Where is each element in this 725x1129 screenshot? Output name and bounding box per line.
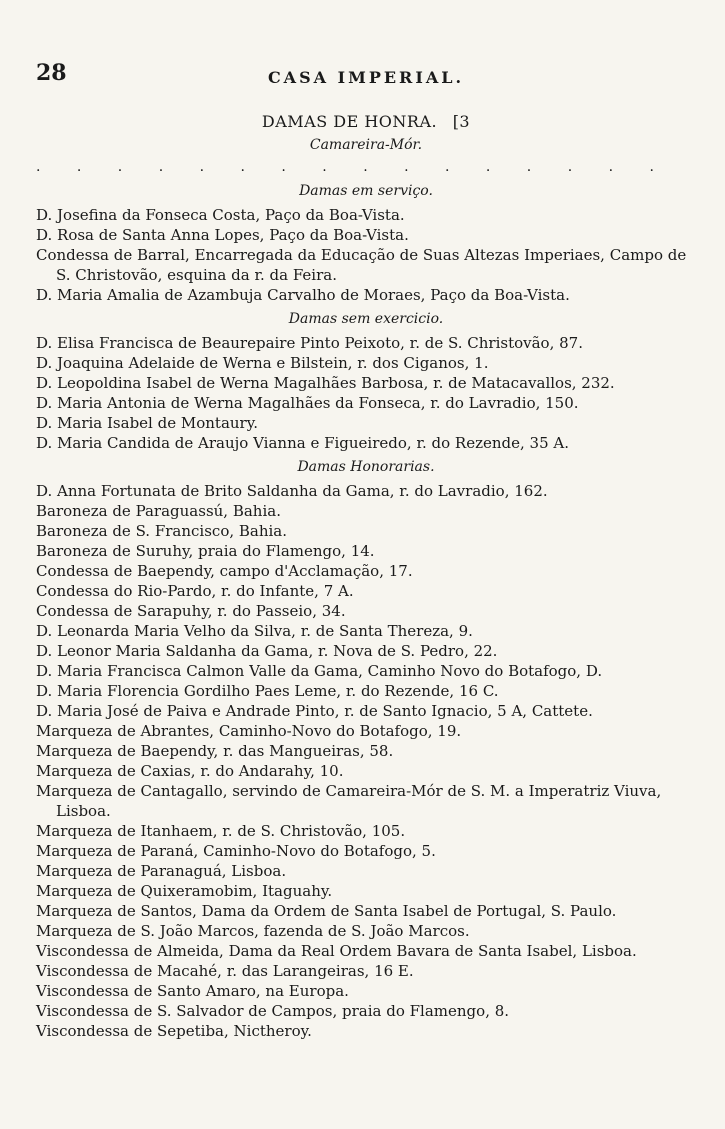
list-item: Marqueza de Baependy, r. das Mangueiras, 58. — [36, 742, 394, 760]
group-heading: Damas sem exercicio. — [288, 311, 444, 327]
list-item: Marqueza de Itanhaem, r. de S. Christovão, 105. — [36, 822, 406, 840]
list-item: Condessa de Barral, Encarregada da Educação de Suas Altezas Imperiaes, Campo de S. Christovão, esquina da r. da Feira. — [36, 246, 687, 284]
list-item: Condessa do Rio-Pardo, r. do Infante, 7 A. — [36, 582, 354, 600]
list-item: Baroneza de Paraguassú, Bahia. — [36, 502, 281, 520]
list-item: D. Leonarda Maria Velho da Silva, r. de Santa Thereza, 9. — [36, 622, 473, 640]
section-ref: [3 — [452, 112, 471, 131]
list-item: D. Leonor Maria Saldanha da Gama, r. Nova de S. Pedro, 22. — [36, 642, 498, 660]
list-item: Marqueza de S. João Marcos, fazenda de S. João Marcos. — [36, 922, 470, 940]
list-item: D. Maria Candida de Araujo Vianna e Figueiredo, r. do Rezende, 35 A. — [36, 434, 569, 452]
list-item: Viscondessa de S. Salvador de Campos, praia do Flamengo, 8. — [36, 1002, 510, 1020]
list-item: D. Josefina da Fonseca Costa, Paço da Boa-Vista. — [36, 206, 405, 224]
list-item: Baroneza de Suruhy, praia do Flamengo, 14. — [36, 542, 375, 560]
list-item: D. Maria Francisca Calmon Valle da Gama, Caminho Novo do Botafogo, D. — [36, 662, 603, 680]
page-header — [36, 60, 696, 100]
group-heading: Damas em serviço. — [299, 183, 433, 199]
list-item: Viscondessa de Macahé, r. das Larangeiras, 16 E. — [36, 962, 414, 980]
page-number: 28 — [36, 60, 67, 86]
list-item: D. Elisa Francisca de Beaurepaire Pinto Peixoto, r. de S. Christovão, 87. — [36, 334, 583, 352]
list-item: Viscondessa de Almeida, Dama da Real Ordem Bavara de Santa Isabel, Lisboa. — [36, 942, 637, 960]
list-item: Marqueza de Cantagallo, servindo de Camareira-Mór de S. M. a Imperatriz Viuva, Lisboa. — [36, 782, 662, 820]
list-item: Marqueza de Paraná, Caminho-Novo do Botafogo, 5. — [36, 842, 436, 860]
group-heading: Damas Honorarias. — [297, 459, 435, 475]
camareira-heading: Camareira-Mór. — [309, 137, 423, 153]
list-item: D. Maria Florencia Gordilho Paes Leme, r. do Rezende, 16 C. — [36, 682, 499, 700]
list-item: Marqueza de Abrantes, Caminho-Novo do Botafogo, 19. — [36, 722, 462, 740]
list-item: D. Joaquina Adelaide de Werna e Bilstein, r. dos Ciganos, 1. — [36, 354, 489, 372]
section-title — [36, 112, 696, 131]
list-item: Marqueza de Quixeramobim, Itaguahy. — [36, 882, 333, 900]
list-item: Baroneza de S. Francisco, Bahia. — [36, 522, 288, 540]
group-sem-exercicio — [36, 311, 696, 453]
list-item: D. Rosa de Santa Anna Lopes, Paço da Boa-Vista. — [36, 226, 409, 244]
section-title-text: DAMAS DE HONRA. — [261, 112, 438, 131]
group-honorarias — [36, 459, 696, 1041]
list-item: D. Maria Antonia de Werna Magalhães da Fonseca, r. do Lavradio, 150. — [36, 394, 579, 412]
group-em-servico — [36, 183, 696, 305]
list-item: Marqueza de Caxias, r. do Andarahy, 10. — [36, 762, 344, 780]
list-item: D. Anna Fortunata de Brito Saldanha da Gama, r. do Lavradio, 162. — [36, 482, 548, 500]
list-item: Viscondessa de Santo Amaro, na Europa. — [36, 982, 349, 1000]
dotted-leader: . . . . . . . . . . . . . . . . — [36, 159, 670, 175]
list-item: D. Maria Amalia de Azambuja Carvalho de Moraes, Paço da Boa-Vista. — [36, 286, 570, 304]
list-item: Condessa de Sarapuhy, r. do Passeio, 34. — [36, 602, 346, 620]
list-item: Marqueza de Santos, Dama da Ordem de Santa Isabel de Portugal, S. Paulo. — [36, 902, 617, 920]
list-item: D. Maria Isabel de Montaury. — [36, 414, 258, 432]
list-item: D. Leopoldina Isabel de Werna Magalhães Barbosa, r. de Matacavallos, 232. — [36, 374, 615, 392]
list-item: Condessa de Baependy, campo d'Acclamação, 17. — [36, 562, 413, 580]
list-item: Viscondessa de Sepetiba, Nictheroy. — [36, 1022, 312, 1040]
book-page — [36, 60, 696, 1045]
list-item: D. Maria José de Paiva e Andrade Pinto, r. de Santo Ignacio, 5 A, Cattete. — [36, 702, 593, 720]
running-title: CASA IMPERIAL. — [267, 68, 465, 87]
list-item: Marqueza de Paranaguá, Lisboa. — [36, 862, 287, 880]
